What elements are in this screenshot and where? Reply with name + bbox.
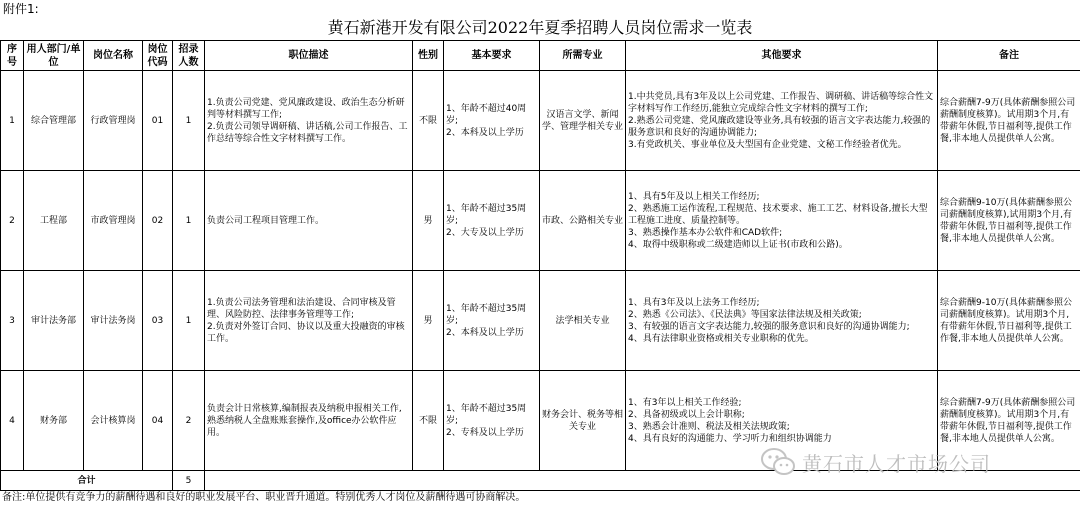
header-position: 岗位名称 [84, 41, 143, 71]
cell-count: 2 [173, 371, 205, 471]
cell-major: 法学相关专业 [540, 271, 626, 371]
header-gender: 性别 [413, 41, 444, 71]
header-row [1, 41, 1080, 71]
cell-major: 财务会计、税务等相关专业 [540, 371, 626, 471]
cell-basic [444, 171, 540, 271]
cell-other-line: 1、具有5年及以上相关工作经历; [628, 191, 760, 202]
header-count: 招录人数 [173, 41, 205, 71]
header-dept: 用人部门/单位 [24, 41, 84, 71]
header-seq: 序号 [1, 41, 24, 71]
cell-desc [205, 71, 413, 171]
cell-code: 01 [143, 71, 173, 171]
cell-gender: 男 [413, 271, 444, 371]
cell-basic-line: 1、年龄不超过35周岁; [446, 403, 527, 426]
cell-desc [205, 171, 413, 271]
cell-dept: 工程部 [24, 171, 84, 271]
cell-basic-line: 2、本科及以上学历 [446, 327, 524, 338]
cell-count: 1 [173, 271, 205, 371]
page-title: 黄石新港开发有限公司2022年夏季招聘人员岗位需求一览表 [327, 18, 753, 37]
total-label: 合计 [1, 471, 173, 491]
cell-seq: 2 [1, 171, 24, 271]
cell-other-line: 3、有较强的语言文字表达能力,较强的服务意识和良好的沟通协调能力; [628, 321, 910, 332]
cell-major: 汉语言文学、新闻学、管理学相关专业 [540, 71, 626, 171]
cell-note: 综合薪酬7-9万(具体薪酬参照公司薪酬制度核算)。试用期3个月,有带薪年休假,节日福利等,提供工作餐,非本地人员提供单人公寓。 [938, 371, 1080, 471]
cell-position: 行政管理岗 [84, 71, 143, 171]
cell-desc-line: 负责会计日常核算,编制报表及纳税申报相关工作,熟悉纳税人全盘账账套操作,及office办公软件应用。 [207, 403, 402, 438]
cell-basic-line: 1、年龄不超过35周岁; [446, 303, 527, 326]
cell-basic-line: 1、年龄不超过40周岁; [446, 103, 527, 126]
cell-other-line: 1、有3年以上相关工作经验; [628, 397, 742, 408]
cell-major: 市政、公路相关专业 [540, 171, 626, 271]
cell-count: 1 [173, 71, 205, 171]
cell-desc-line: 2.负责公司领导调研稿、讲话稿,公司工作报告、工作总结等综合性文字材料撰写工作。 [207, 121, 408, 144]
cell-other-line: 4、取得中级职称或二级建造师以上证书(市政和公路)。 [628, 239, 848, 250]
cell-other-line: 2、具备初级或以上会计职称; [628, 409, 745, 420]
cell-other-line: 3、熟悉操作基本办公软件和CAD软件; [628, 227, 783, 238]
cell-gender: 男 [413, 171, 444, 271]
cell-basic-line: 2、大专及以上学历 [446, 227, 524, 238]
header-desc: 职位描述 [205, 41, 413, 71]
cell-note: 综合薪酬9-10万(具体薪酬参照公司薪酬制度核算),试用期3个月,有带薪年休假,节日福利等,提供工作餐,非本地人员提供单人公寓。 [938, 171, 1080, 271]
attachment-label: 附件1: [3, 2, 39, 16]
table-row [1, 171, 1080, 271]
cell-other [626, 271, 938, 371]
footnote: 备注:单位提供有竞争力的薪酬待遇和良好的职业发展平台、职业晋升通道。特别优秀人才岗位及薪酬待遇可协商解决。 [2, 492, 526, 503]
cell-dept: 审计法务部 [24, 271, 84, 371]
cell-basic-line: 2、专科及以上学历 [446, 427, 524, 438]
cell-dept: 财务部 [24, 371, 84, 471]
cell-desc-line: 2.负责对外签订合同、协议以及重大投融资的审核工作。 [207, 321, 405, 344]
cell-other-line: 1、具有3年及以上法务工作经历; [628, 297, 760, 308]
total-count: 5 [173, 471, 205, 491]
wechat-icon [760, 447, 796, 477]
cell-desc [205, 271, 413, 371]
cell-other [626, 171, 938, 271]
cell-other-line: 4、具有良好的沟通能力、学习听力和组织协调能力 [628, 433, 832, 444]
cell-dept: 综合管理部 [24, 71, 84, 171]
cell-seq: 4 [1, 371, 24, 471]
cell-basic [444, 271, 540, 371]
cell-basic [444, 371, 540, 471]
cell-basic-line: 1、年龄不超过35周岁; [446, 203, 527, 226]
watermark-text: 黄石市人才市场公司 [802, 451, 991, 476]
watermark [760, 444, 991, 480]
cell-other-line: 3.有党政机关、事业单位及大型国有企业党建、文秘工作经验者优先。 [628, 139, 907, 150]
header-code: 岗位代码 [143, 41, 173, 71]
cell-desc-line: 1.负责公司党建、党风廉政建设、政治生态分析研判等材料撰写工作; [207, 97, 405, 120]
cell-desc-line: 负责公司工程项目管理工作。 [207, 215, 325, 226]
cell-desc-line: 1.负责公司法务管理和法治建设、合同审核及管理、风险防控、法律事务管理等工作; [207, 297, 396, 320]
cell-basic-line: 2、本科及以上学历 [446, 127, 524, 138]
header-note: 备注 [938, 41, 1080, 71]
position-table [0, 40, 1080, 491]
cell-other-line: 2、熟悉《公司法》、《民法典》等国家法律法规及相关政策; [628, 309, 862, 320]
header-basic: 基本要求 [444, 41, 540, 71]
cell-note: 综合薪酬7-9万(具体薪酬参照公司薪酬制度核算)。试用期3个月,有带薪年休假,节日福利等,提供工作餐,非本地人员提供单人公寓。 [938, 71, 1080, 171]
cell-other-line: 1.中共党员,具有3年及以上公司党建、工作报告、调研稿、讲话稿等综合性文字材料写作工作经历,能独立完成综合性文字材料的撰写工作; [628, 91, 934, 114]
cell-other-line: 2.熟悉公司党建、党风廉政建设等业务,具有较强的语言文字表达能力,较强的服务意识和良好的沟通协调能力; [628, 115, 931, 138]
cell-desc [205, 371, 413, 471]
cell-other-line: 2、熟悉施工运作流程,工程规范、技术要求、施工工艺、材料设备,擅长大型工程施工进度、质量控制等。 [628, 203, 928, 226]
cell-seq: 3 [1, 271, 24, 371]
cell-gender: 不限 [413, 371, 444, 471]
cell-other-line: 4、具有法律职业资格或相关专业职称的优先。 [628, 333, 814, 344]
cell-count: 1 [173, 171, 205, 271]
cell-code: 03 [143, 271, 173, 371]
cell-basic [444, 71, 540, 171]
header-other: 其他要求 [626, 41, 938, 71]
cell-gender: 不限 [413, 71, 444, 171]
table-row [1, 71, 1080, 171]
cell-other [626, 71, 938, 171]
cell-note: 综合薪酬9-10万(具体薪酬参照公司薪酬制度核算)。试用期3个月,有带薪年休假,节日福利等,提供工作餐,非本地人员提供单人公寓。 [938, 271, 1080, 371]
cell-seq: 1 [1, 71, 24, 171]
cell-code: 02 [143, 171, 173, 271]
cell-position: 会计核算岗 [84, 371, 143, 471]
cell-other-line: 3、熟悉会计准则、税法及相关法规政策; [628, 421, 790, 432]
cell-position: 审计法务岗 [84, 271, 143, 371]
cell-position: 市政管理岗 [84, 171, 143, 271]
table-row [1, 271, 1080, 371]
cell-code: 04 [143, 371, 173, 471]
header-major: 所需专业 [540, 41, 626, 71]
